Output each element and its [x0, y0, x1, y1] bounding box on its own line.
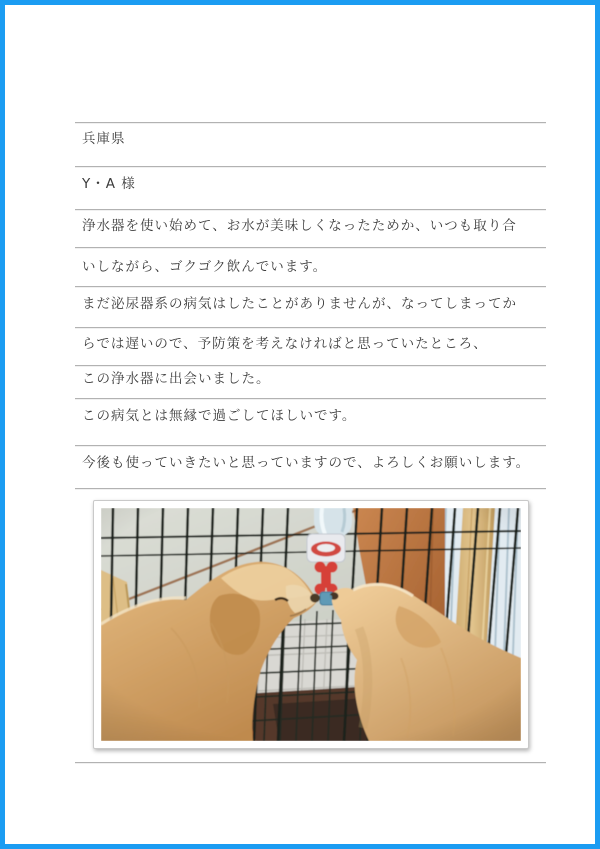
testimonial-line-5: この浄水器に出会いました。: [82, 371, 271, 387]
ruled-line: [75, 445, 546, 446]
ruled-line: [75, 209, 546, 210]
ruled-line: [75, 488, 546, 489]
ruled-line: [75, 365, 546, 366]
testimonial-line-2: いしながら、ゴクゴク飲んでいます。: [82, 259, 328, 275]
ruled-line: [75, 398, 546, 399]
testimonial-line-3: まだ泌尿器系の病気はしたことがありませんが、なってしまってか: [82, 296, 517, 312]
ruled-line: [75, 122, 546, 123]
ruled-line: [75, 247, 546, 248]
testimonial-line-6: この病気とは無縁で過ごしてほしいです。: [82, 408, 357, 424]
prefecture-label: 兵庫県: [82, 131, 126, 147]
testimonial-line-7: 今後も使っていきたいと思っていますので、よろしくお願いします。: [82, 455, 531, 471]
testimonial-line-4: らでは遅いので、予防策を考えなければと思っていたところ、: [82, 336, 488, 352]
photo-vignette: [101, 508, 521, 741]
ruled-line: [75, 327, 546, 328]
dogs-photo-illustration: [101, 508, 521, 741]
testimonial-line-1: 浄水器を使い始めて、お水が美味しくなったためか、いつも取り合: [82, 218, 517, 234]
ruled-line: [75, 762, 546, 763]
customer-name: Y・A 様: [82, 176, 136, 192]
ruled-line: [75, 166, 546, 167]
ruled-line: [75, 286, 546, 287]
dogs-photo: [93, 500, 529, 749]
